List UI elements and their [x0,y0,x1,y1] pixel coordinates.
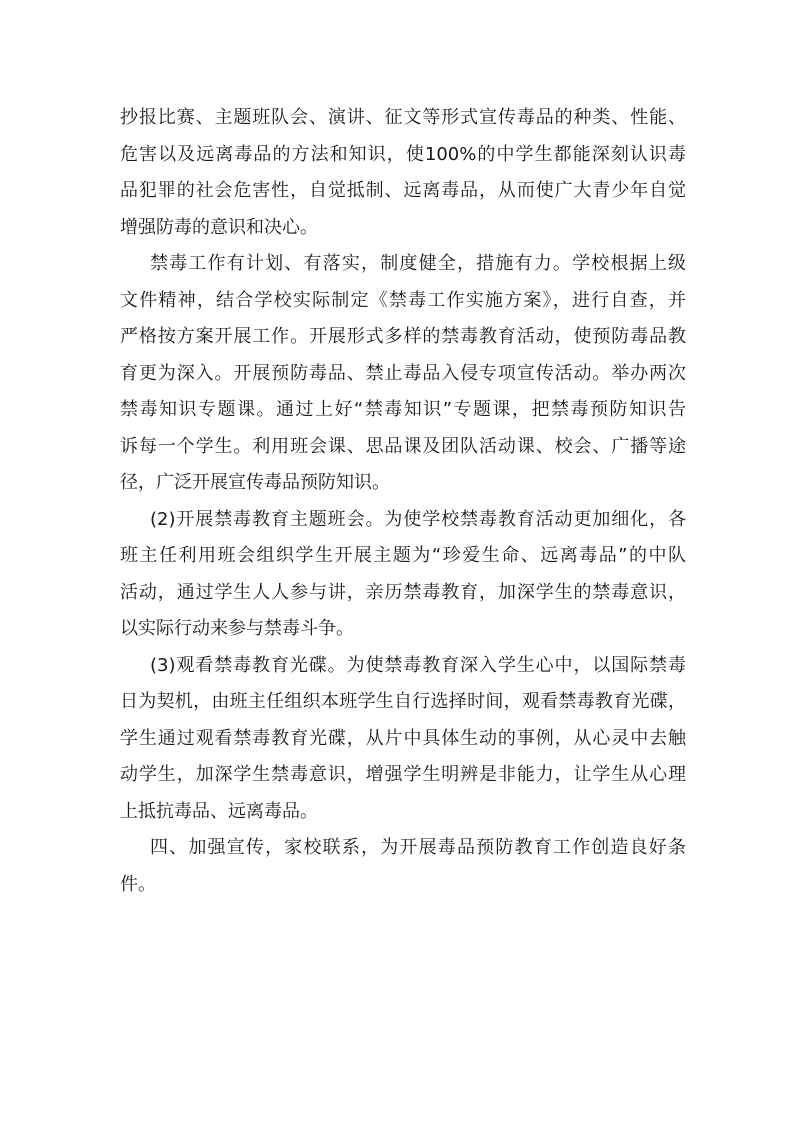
text-line: 动学生，加深学生禁毒意识，增强学生明辨是非能力，让学生从心理 [120,764,686,785]
text-line: 禁毒工作有计划、有落实，制度健全，措施有力。学校根据上级 [150,253,686,274]
text-line: 学生通过观看禁毒教育光碟，从片中具体生动的事例，从心灵中去触 [120,727,686,749]
text-line: 四、加强宣传，家校联系，为开展毒品预防教育工作创造良好条 [150,837,686,858]
text-line: 日为契机，由班主任组织本班学生自行选择时间，观看禁毒教育光碟， [120,691,686,712]
text-line: 文件精神，结合学校实际制定《禁毒工作实施方案》，进行自查，并 [120,289,686,311]
text-line: 品犯罪的社会危害性，自觉抵制、远离毒品，从而使广大青少年自觉 [120,180,686,201]
text-line: 诉每一个学生。利用班会课、思品课及团队活动课、校会、广播等途 [120,435,686,457]
text-line: 增强防毒的意识和决心。 [120,216,318,238]
paragraph-theme-class-meeting [120,502,686,648]
text-line: 以实际行动来参与禁毒斗争。 [120,618,354,639]
text-line: 活动，通过学生人人参与讲，亲历禁毒教育，加深学生的禁毒意识， [120,581,686,603]
text-line: (2)开展禁毒教育主题班会。为使学校禁毒教育活动更加细化，各 [150,508,686,530]
paragraph-anti-drug-work [120,246,686,502]
text-line: 班主任利用班会组织学生开展主题为“珍爱生命、远离毒品”的中队 [120,545,686,566]
text-line: 径，广泛开展宣传毒品预防知识。 [120,472,390,493]
text-line: 危害以及远离毒品的方法和知识，使100%的中学生都能深刻认识毒 [120,143,686,165]
text-line: 严格按方案开展工作。开展形式多样的禁毒教育活动，使预防毒品教 [120,326,686,347]
document-body [120,100,686,903]
paragraph-continuation [120,100,686,246]
text-line: 禁毒知识专题课。通过上好“禁毒知识”专题课，把禁毒预防知识告 [120,399,686,420]
text-line: 抄报比赛、主题班队会、演讲、征文等形式宣传毒品的种类、性能、 [120,107,686,128]
text-line: 育更为深入。开展预防毒品、禁止毒品入侵专项宣传活动。举办两次 [120,362,686,384]
text-line: (3)观看禁毒教育光碟。为使禁毒教育深入学生心中，以国际禁毒 [150,654,686,676]
paragraph-publicity-home-school [120,830,686,903]
text-line: 件。 [120,873,156,895]
paragraph-education-disc [120,648,686,831]
text-line: 上抵抗毒品、远离毒品。 [120,800,318,822]
